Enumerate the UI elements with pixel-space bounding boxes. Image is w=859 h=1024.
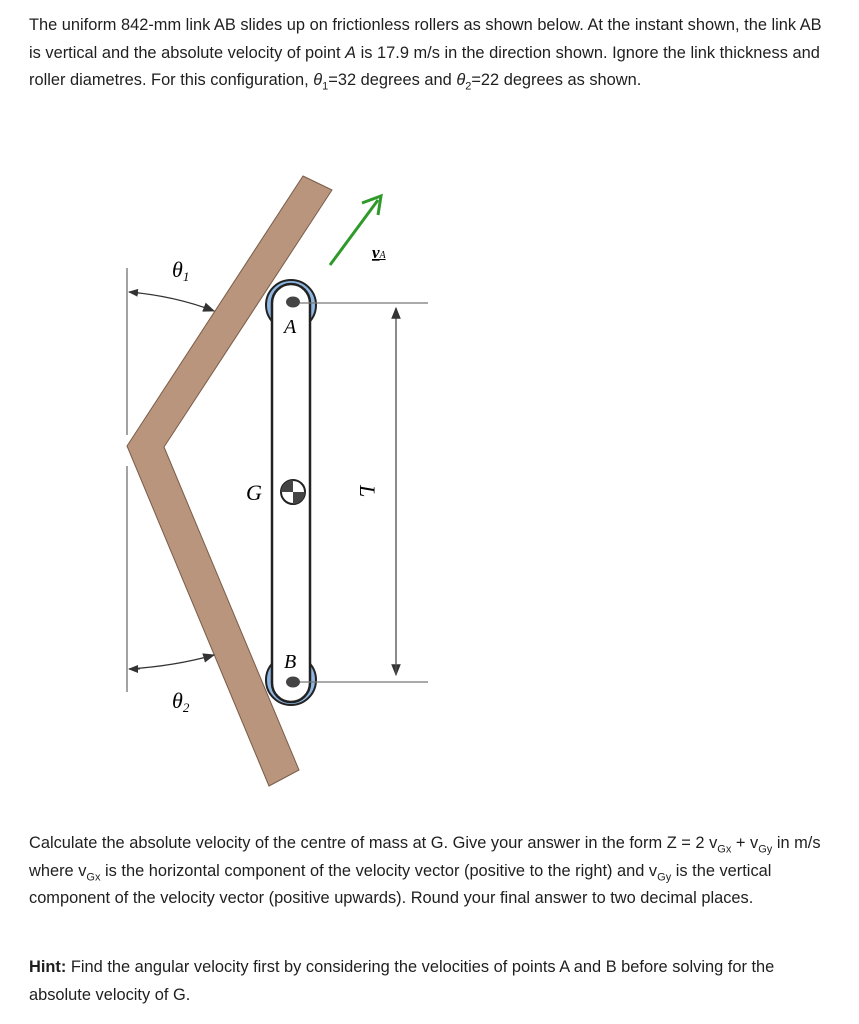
velocity-a-arrow: [330, 200, 378, 265]
subscript: Gy: [657, 870, 672, 883]
point-g-label: G: [246, 480, 262, 505]
hint-text: [29, 954, 834, 1009]
question-text: [29, 830, 834, 913]
text: The uniform 842-mm link AB slides up on frictionless rollers as shown below. At the instant shown, the link AB is vertical and the absolute velocity of point: [29, 16, 822, 62]
text: =32 degrees and: [328, 71, 457, 89]
text: A: [345, 43, 357, 62]
subscript: Gy: [758, 843, 773, 856]
theta1-symbol: θ: [313, 71, 323, 89]
text: is 17.9 m/s in the direction shown. Ignore the link thickness and roller diametres. For this configuration,: [29, 43, 820, 89]
subscript: 1: [322, 80, 329, 93]
theta1-label: θ1: [172, 257, 190, 284]
theta1-arrow: [129, 292, 214, 311]
theta1-arrow-head: [129, 292, 140, 293]
velocity-a-arrowhead: [362, 196, 381, 215]
text: is the horizontal component of the velocity vector (positive to the right) and v: [100, 861, 658, 880]
subscript: Gx: [717, 843, 732, 856]
pin-b: [286, 677, 300, 688]
velocity-a-label: vA: [372, 243, 386, 262]
hint-label: Hint:: [29, 958, 67, 976]
text: is the vertical component of the velocity vector (positive upwards). Round your final answer to two decimal places.: [29, 861, 772, 907]
text: =22 degrees as shown.: [471, 71, 642, 89]
subscript: 2: [465, 80, 472, 93]
pin-a: [286, 297, 300, 308]
text: Find the angular velocity first by considering the velocities of points A and B before solving for the absolute velocity of G.: [29, 958, 775, 1004]
text: Calculate the absolute velocity of the centre of mass at G. Give your answer in the form Z = 2 v: [29, 834, 718, 852]
theta2-label: θ2: [172, 688, 190, 715]
point-b-label: B: [284, 651, 297, 673]
center-of-mass-icon: [281, 480, 305, 504]
text: in m/s where v: [29, 834, 821, 880]
point-a-label: A: [284, 316, 297, 338]
text: + v: [731, 834, 759, 852]
theta2-symbol: θ: [456, 71, 466, 89]
subscript: Gx: [86, 870, 101, 883]
length-l-label: L: [355, 485, 380, 498]
theta2-arrow: [129, 655, 214, 669]
